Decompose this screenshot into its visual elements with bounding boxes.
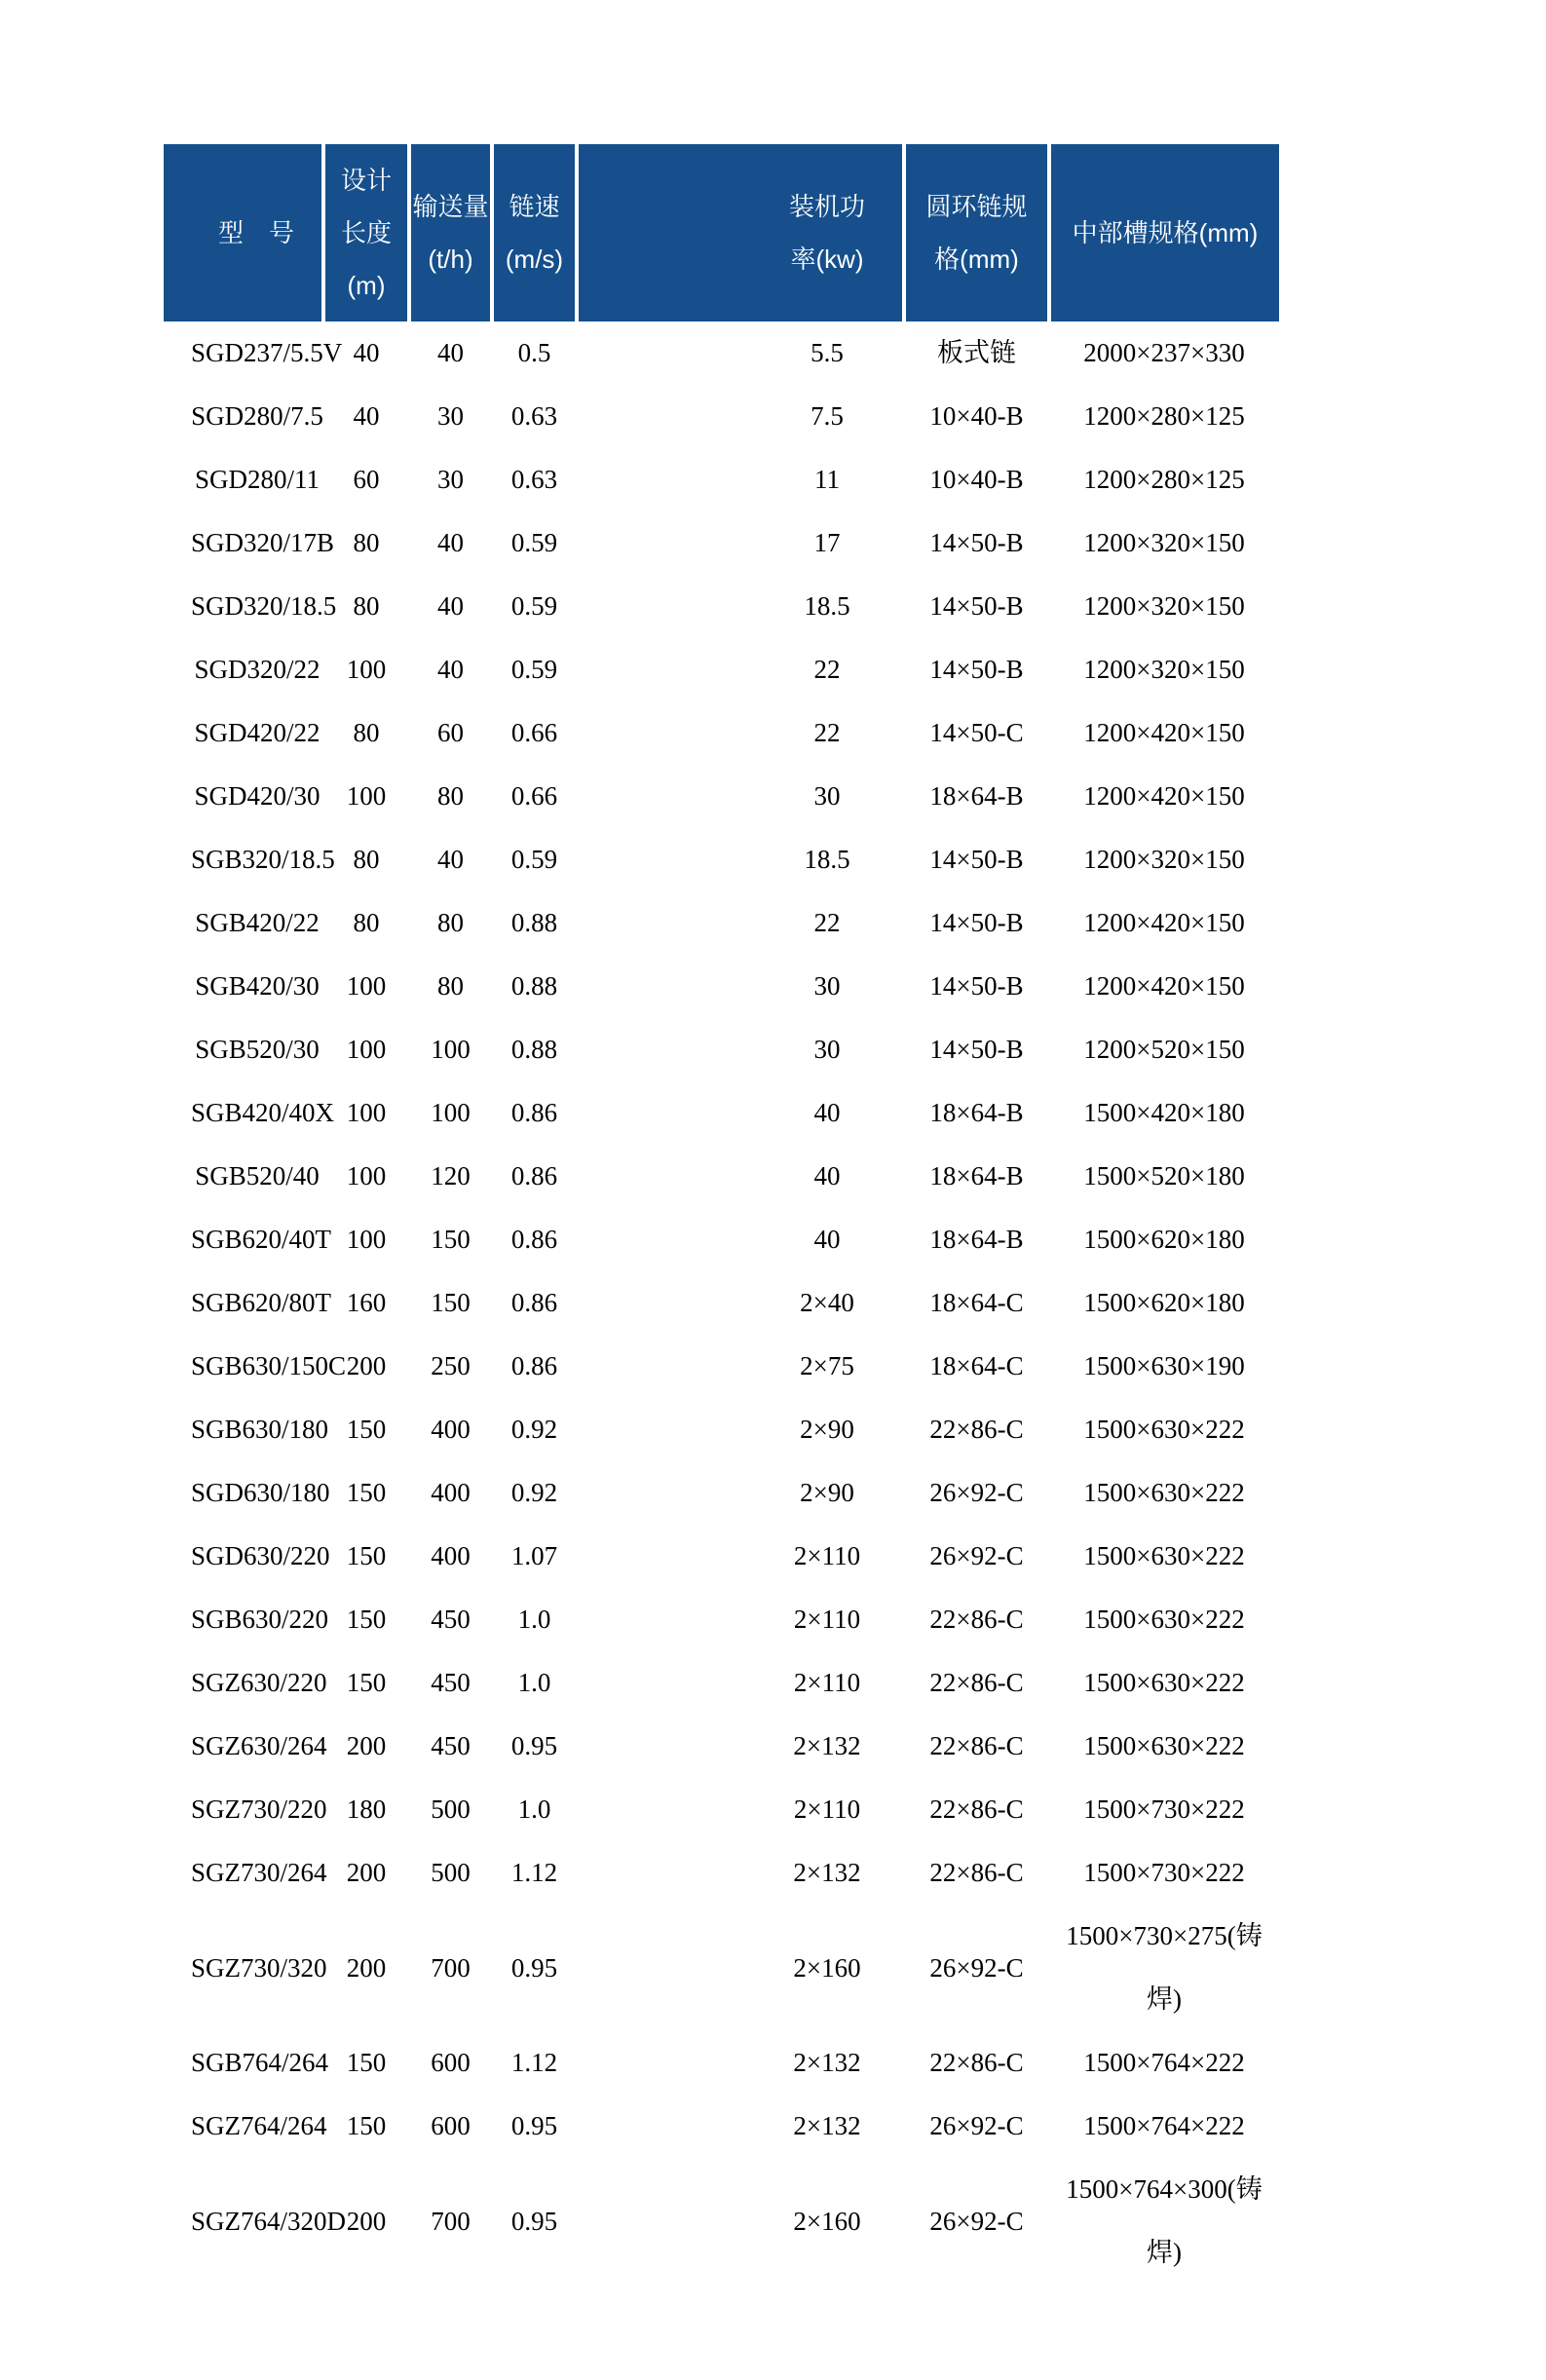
cell-r15-c3: 150 xyxy=(431,1225,471,1254)
cell-r20-c2: 150 xyxy=(346,1541,387,1570)
cell-r27-c2: 150 xyxy=(346,2048,387,2077)
cell-r13-c4: 0.86 xyxy=(510,1098,558,1127)
cell-r17-c1: SGB630/150C xyxy=(191,1351,347,1380)
cell-r16-c1: SGB620/80T xyxy=(191,1288,332,1317)
cell-r6-c3: 40 xyxy=(437,655,464,684)
cell-r26-c5: 2×160 xyxy=(793,1952,861,1983)
cell-r5-c4: 0.59 xyxy=(510,591,558,621)
cell-r14-c1: SGB520/40 xyxy=(195,1161,320,1190)
cell-r21-c6: 22×86-C xyxy=(929,1605,1024,1634)
cell-r2-c3: 30 xyxy=(437,401,464,431)
table-row xyxy=(164,701,1279,765)
cell-r7-c7: 1200×420×150 xyxy=(1083,718,1245,747)
cell-r8-c1: SGD420/30 xyxy=(194,781,321,811)
table-row xyxy=(164,2095,1279,2158)
cell-r24-c6: 22×86-C xyxy=(929,1794,1024,1824)
cell-r18-c4: 0.92 xyxy=(510,1415,558,1444)
table-row xyxy=(164,1525,1279,1588)
cell-r21-c4: 1.0 xyxy=(517,1605,551,1634)
cell-r16-c5: 2×40 xyxy=(800,1288,854,1317)
cell-r11-c4: 0.88 xyxy=(510,971,558,1001)
cell-r14-c4: 0.86 xyxy=(510,1161,558,1190)
cell-r2-c5: 7.5 xyxy=(811,401,844,431)
cell-r6-c7: 1200×320×150 xyxy=(1083,655,1245,684)
cell-r27-c1: SGB764/264 xyxy=(191,2048,329,2077)
cell-r7-c3: 60 xyxy=(437,718,464,747)
cell-r1-c6: 板式链 xyxy=(937,338,1016,367)
cell-r21-c2: 150 xyxy=(346,1605,387,1634)
cell-r11-c7: 1200×420×150 xyxy=(1083,971,1245,1001)
table-row xyxy=(164,765,1279,828)
table-row xyxy=(164,1018,1279,1081)
cell-r20-c6: 26×92-C xyxy=(929,1541,1024,1570)
cell-r3-c5: 11 xyxy=(814,465,840,494)
cell-r29-c7: 1500×764×300(铸焊) xyxy=(1066,2174,1263,2267)
table-row xyxy=(164,575,1279,638)
cell-r4-c3: 40 xyxy=(437,528,464,557)
cell-r4-c7: 1200×320×150 xyxy=(1083,528,1245,557)
cell-r11-c6: 14×50-B xyxy=(929,971,1024,1001)
cell-r19-c2: 150 xyxy=(346,1478,387,1507)
cell-r15-c7: 1500×620×180 xyxy=(1083,1225,1245,1254)
cell-r29-c3: 700 xyxy=(431,2206,471,2236)
cell-r3-c1: SGD280/11 xyxy=(194,465,320,494)
cell-r2-c4: 0.63 xyxy=(510,401,558,431)
cell-r7-c5: 22 xyxy=(813,718,841,747)
cell-r7-c1: SGD420/22 xyxy=(194,718,321,747)
table-row xyxy=(164,448,1279,511)
header-round-link-chain-spec: 圆环链规 格(mm) xyxy=(904,144,1049,321)
cell-r28-c3: 600 xyxy=(431,2111,471,2140)
cell-r18-c1: SGB630/180 xyxy=(191,1415,329,1444)
table-row xyxy=(164,1905,1279,2031)
cell-r1-c3: 40 xyxy=(437,338,464,367)
cell-r6-c4: 0.59 xyxy=(510,655,558,684)
cell-r28-c7: 1500×764×222 xyxy=(1083,2111,1245,2140)
cell-r18-c6: 22×86-C xyxy=(929,1415,1024,1444)
cell-r1-c4: 0.5 xyxy=(517,338,551,367)
cell-r3-c2: 60 xyxy=(353,465,380,494)
cell-r29-c1: SGZ764/320D xyxy=(191,2206,347,2236)
cell-r22-c5: 2×110 xyxy=(793,1668,861,1697)
cell-r22-c7: 1500×630×222 xyxy=(1083,1668,1245,1697)
cell-r7-c2: 80 xyxy=(353,718,380,747)
cell-r13-c7: 1500×420×180 xyxy=(1083,1098,1245,1127)
cell-r9-c5: 18.5 xyxy=(804,845,850,874)
cell-r4-c6: 14×50-B xyxy=(929,528,1024,557)
cell-r11-c5: 30 xyxy=(813,971,841,1001)
cell-r5-c5: 18.5 xyxy=(804,591,850,621)
cell-r10-c7: 1200×420×150 xyxy=(1083,908,1245,937)
cell-r9-c7: 1200×320×150 xyxy=(1083,845,1245,874)
table-row xyxy=(164,2158,1279,2285)
cell-r12-c7: 1200×520×150 xyxy=(1083,1035,1245,1064)
cell-r1-c7: 2000×237×330 xyxy=(1083,338,1245,367)
cell-r26-c7: 1500×730×275(铸焊) xyxy=(1066,1921,1263,2014)
table-row xyxy=(164,1271,1279,1335)
header-installed-power: 装机功 率(kw) xyxy=(577,144,904,321)
cell-r22-c6: 22×86-C xyxy=(929,1668,1024,1697)
cell-r18-c7: 1500×630×222 xyxy=(1083,1415,1245,1444)
cell-r19-c1: SGD630/180 xyxy=(191,1478,330,1507)
cell-r2-c6: 10×40-B xyxy=(929,401,1024,431)
cell-r8-c4: 0.66 xyxy=(510,781,558,811)
cell-r28-c1: SGZ764/264 xyxy=(191,2111,327,2140)
cell-r5-c3: 40 xyxy=(437,591,464,621)
cell-r25-c7: 1500×730×222 xyxy=(1083,1858,1245,1887)
cell-r2-c2: 40 xyxy=(353,401,380,431)
cell-r13-c1: SGB420/40X xyxy=(191,1098,335,1127)
cell-r13-c5: 40 xyxy=(813,1098,841,1127)
cell-r9-c4: 0.59 xyxy=(510,845,558,874)
table-header xyxy=(164,144,1279,321)
cell-r17-c6: 18×64-C xyxy=(929,1351,1024,1380)
cell-r26-c4: 0.95 xyxy=(510,1952,558,1983)
cell-r26-c6: 26×92-C xyxy=(929,1952,1024,1983)
table-row xyxy=(164,1778,1279,1841)
cell-r4-c4: 0.59 xyxy=(510,528,558,557)
cell-r8-c6: 18×64-B xyxy=(929,781,1024,811)
cell-r26-c3: 700 xyxy=(431,1952,471,1983)
cell-r21-c7: 1500×630×222 xyxy=(1083,1605,1245,1634)
table-row xyxy=(164,638,1279,701)
cell-r16-c6: 18×64-C xyxy=(929,1288,1024,1317)
cell-r4-c2: 80 xyxy=(353,528,380,557)
cell-r23-c7: 1500×630×222 xyxy=(1083,1731,1245,1760)
cell-r25-c3: 500 xyxy=(431,1858,471,1887)
cell-r25-c5: 2×132 xyxy=(793,1858,861,1887)
cell-r1-c2: 40 xyxy=(353,338,380,367)
cell-r28-c4: 0.95 xyxy=(510,2111,558,2140)
cell-r9-c3: 40 xyxy=(437,845,464,874)
cell-r20-c5: 2×110 xyxy=(793,1541,861,1570)
table-row xyxy=(164,1588,1279,1651)
cell-r6-c6: 14×50-B xyxy=(929,655,1024,684)
cell-r20-c7: 1500×630×222 xyxy=(1083,1541,1245,1570)
cell-r23-c2: 200 xyxy=(346,1731,387,1760)
cell-r23-c5: 2×132 xyxy=(793,1731,861,1760)
cell-r17-c7: 1500×630×190 xyxy=(1083,1351,1245,1380)
header-chain-speed: 链速 (m/s) xyxy=(492,144,577,321)
cell-r19-c6: 26×92-C xyxy=(929,1478,1024,1507)
table-row xyxy=(164,1715,1279,1778)
table-row xyxy=(164,2031,1279,2095)
cell-r27-c6: 22×86-C xyxy=(929,2048,1024,2077)
conveyor-spec-table xyxy=(164,144,1279,2285)
cell-r18-c5: 2×90 xyxy=(800,1415,854,1444)
cell-r5-c2: 80 xyxy=(353,591,380,621)
cell-r6-c2: 100 xyxy=(346,655,387,684)
table-row xyxy=(164,385,1279,448)
cell-r16-c2: 160 xyxy=(346,1288,387,1317)
cell-r20-c1: SGD630/220 xyxy=(191,1541,330,1570)
cell-r25-c2: 200 xyxy=(346,1858,387,1887)
cell-r12-c2: 100 xyxy=(346,1035,387,1064)
cell-r22-c2: 150 xyxy=(346,1668,387,1697)
cell-r23-c4: 0.95 xyxy=(510,1731,558,1760)
header-model-label: 型 号 xyxy=(217,218,294,247)
cell-r27-c3: 600 xyxy=(431,2048,471,2077)
cell-r21-c5: 2×110 xyxy=(793,1605,861,1634)
table-row xyxy=(164,511,1279,575)
cell-r14-c5: 40 xyxy=(813,1161,841,1190)
cell-r17-c2: 200 xyxy=(346,1351,387,1380)
cell-r6-c1: SGD320/22 xyxy=(194,655,321,684)
table-row xyxy=(164,828,1279,891)
cell-r10-c1: SGB420/22 xyxy=(195,908,320,937)
cell-r18-c2: 150 xyxy=(346,1415,387,1444)
cell-r16-c3: 150 xyxy=(431,1288,471,1317)
cell-r17-c3: 250 xyxy=(431,1351,471,1380)
header-capacity: 输送量 (t/h) xyxy=(409,144,492,321)
cell-r15-c4: 0.86 xyxy=(510,1225,558,1254)
cell-r25-c4: 1.12 xyxy=(510,1858,558,1887)
cell-r27-c7: 1500×764×222 xyxy=(1083,2048,1245,2077)
cell-r12-c3: 100 xyxy=(431,1035,471,1064)
cell-r13-c3: 100 xyxy=(431,1098,471,1127)
cell-r12-c1: SGB520/30 xyxy=(195,1035,320,1064)
cell-r15-c1: SGB620/40T xyxy=(191,1225,332,1254)
table-row xyxy=(164,1145,1279,1208)
cell-r7-c6: 14×50-C xyxy=(929,718,1024,747)
cell-r25-c1: SGZ730/264 xyxy=(191,1858,327,1887)
cell-r4-c1: SGD320/17B xyxy=(191,528,335,557)
cell-r12-c6: 14×50-B xyxy=(929,1035,1024,1064)
cell-r16-c7: 1500×620×180 xyxy=(1083,1288,1245,1317)
table-row xyxy=(164,1841,1279,1905)
cell-r25-c6: 22×86-C xyxy=(929,1858,1024,1887)
cell-r10-c6: 14×50-B xyxy=(929,908,1024,937)
cell-r9-c1: SGB320/18.5 xyxy=(191,845,335,874)
table-row xyxy=(164,1081,1279,1145)
table-row xyxy=(164,891,1279,955)
table-row xyxy=(164,1208,1279,1271)
cell-r17-c5: 2×75 xyxy=(800,1351,854,1380)
table-row xyxy=(164,1651,1279,1715)
cell-r29-c2: 200 xyxy=(346,2206,387,2236)
cell-r12-c5: 30 xyxy=(813,1035,841,1064)
cell-r3-c6: 10×40-B xyxy=(929,465,1024,494)
cell-r15-c6: 18×64-B xyxy=(929,1225,1024,1254)
cell-r8-c2: 100 xyxy=(346,781,387,811)
cell-r5-c7: 1200×320×150 xyxy=(1083,591,1245,621)
cell-r12-c4: 0.88 xyxy=(510,1035,558,1064)
cell-r10-c5: 22 xyxy=(813,908,841,937)
cell-r24-c7: 1500×730×222 xyxy=(1083,1794,1245,1824)
cell-r21-c3: 450 xyxy=(431,1605,471,1634)
table-row xyxy=(164,1398,1279,1461)
cell-r8-c7: 1200×420×150 xyxy=(1083,781,1245,811)
cell-r10-c3: 80 xyxy=(437,908,464,937)
cell-r10-c4: 0.88 xyxy=(510,908,558,937)
cell-r14-c2: 100 xyxy=(346,1161,387,1190)
cell-r3-c4: 0.63 xyxy=(510,465,558,494)
cell-r24-c1: SGZ730/220 xyxy=(191,1794,327,1824)
table-row xyxy=(164,321,1279,385)
cell-r8-c5: 30 xyxy=(813,781,841,811)
cell-r19-c3: 400 xyxy=(431,1478,471,1507)
cell-r9-c6: 14×50-B xyxy=(929,845,1024,874)
cell-r17-c4: 0.86 xyxy=(510,1351,558,1380)
cell-r6-c5: 22 xyxy=(813,655,841,684)
cell-r28-c6: 26×92-C xyxy=(929,2111,1024,2140)
cell-r8-c3: 80 xyxy=(437,781,464,811)
cell-r18-c3: 400 xyxy=(431,1415,471,1444)
cell-r14-c6: 18×64-B xyxy=(929,1161,1024,1190)
table-row xyxy=(164,1461,1279,1525)
cell-r16-c4: 0.86 xyxy=(510,1288,558,1317)
cell-r24-c4: 1.0 xyxy=(517,1794,551,1824)
cell-r3-c7: 1200×280×125 xyxy=(1083,465,1245,494)
table-row xyxy=(164,1335,1279,1398)
cell-r24-c3: 500 xyxy=(431,1794,471,1824)
cell-r4-c5: 17 xyxy=(813,528,841,557)
cell-r15-c5: 40 xyxy=(813,1225,841,1254)
cell-r24-c2: 180 xyxy=(346,1794,387,1824)
cell-r20-c4: 1.07 xyxy=(510,1541,558,1570)
cell-r11-c2: 100 xyxy=(346,971,387,1001)
cell-r23-c1: SGZ630/264 xyxy=(191,1731,327,1760)
cell-r13-c2: 100 xyxy=(346,1098,387,1127)
header-design-length: 设计 长度 (m) xyxy=(323,144,409,321)
cell-r22-c4: 1.0 xyxy=(517,1668,551,1697)
header-model xyxy=(164,144,323,321)
cell-r23-c3: 450 xyxy=(431,1731,471,1760)
cell-r2-c7: 1200×280×125 xyxy=(1083,401,1245,431)
cell-r14-c3: 120 xyxy=(431,1161,471,1190)
cell-r24-c5: 2×110 xyxy=(793,1794,861,1824)
cell-r2-c1: SGD280/7.5 xyxy=(191,401,323,431)
cell-r20-c3: 400 xyxy=(431,1541,471,1570)
cell-r28-c5: 2×132 xyxy=(793,2111,861,2140)
cell-r27-c4: 1.12 xyxy=(510,2048,558,2077)
cell-r29-c5: 2×160 xyxy=(793,2206,861,2236)
cell-r14-c7: 1500×520×180 xyxy=(1083,1161,1245,1190)
cell-r22-c1: SGZ630/220 xyxy=(191,1668,327,1697)
cell-r11-c1: SGB420/30 xyxy=(195,971,320,1001)
cell-r19-c5: 2×90 xyxy=(800,1478,854,1507)
cell-r27-c5: 2×132 xyxy=(793,2048,861,2077)
cell-r5-c1: SGD320/18.5 xyxy=(191,591,337,621)
cell-r29-c4: 0.95 xyxy=(510,2206,558,2236)
cell-r9-c2: 80 xyxy=(353,845,380,874)
header-middle-trough-spec: 中部槽规格(mm) xyxy=(1049,144,1279,321)
cell-r11-c3: 80 xyxy=(437,971,464,1001)
header-row xyxy=(164,144,1279,321)
cell-r19-c4: 0.92 xyxy=(510,1478,558,1507)
cell-r28-c2: 150 xyxy=(346,2111,387,2140)
cell-r23-c6: 22×86-C xyxy=(929,1731,1024,1760)
cell-r1-c5: 5.5 xyxy=(811,338,844,367)
cell-r26-c2: 200 xyxy=(346,1952,387,1983)
cell-r29-c6: 26×92-C xyxy=(929,2206,1024,2236)
cell-r10-c2: 80 xyxy=(353,908,380,937)
table-row xyxy=(164,955,1279,1018)
cell-r3-c3: 30 xyxy=(437,465,464,494)
cell-r7-c4: 0.66 xyxy=(510,718,558,747)
table-body xyxy=(164,321,1279,2285)
cell-r26-c1: SGZ730/320 xyxy=(191,1952,327,1983)
cell-r5-c6: 14×50-B xyxy=(929,591,1024,621)
cell-r15-c2: 100 xyxy=(346,1225,387,1254)
cell-r19-c7: 1500×630×222 xyxy=(1083,1478,1245,1507)
cell-r22-c3: 450 xyxy=(431,1668,471,1697)
cell-r21-c1: SGB630/220 xyxy=(191,1605,329,1634)
cell-r1-c1: SGD237/5.5V xyxy=(191,338,343,367)
cell-r13-c6: 18×64-B xyxy=(929,1098,1024,1127)
